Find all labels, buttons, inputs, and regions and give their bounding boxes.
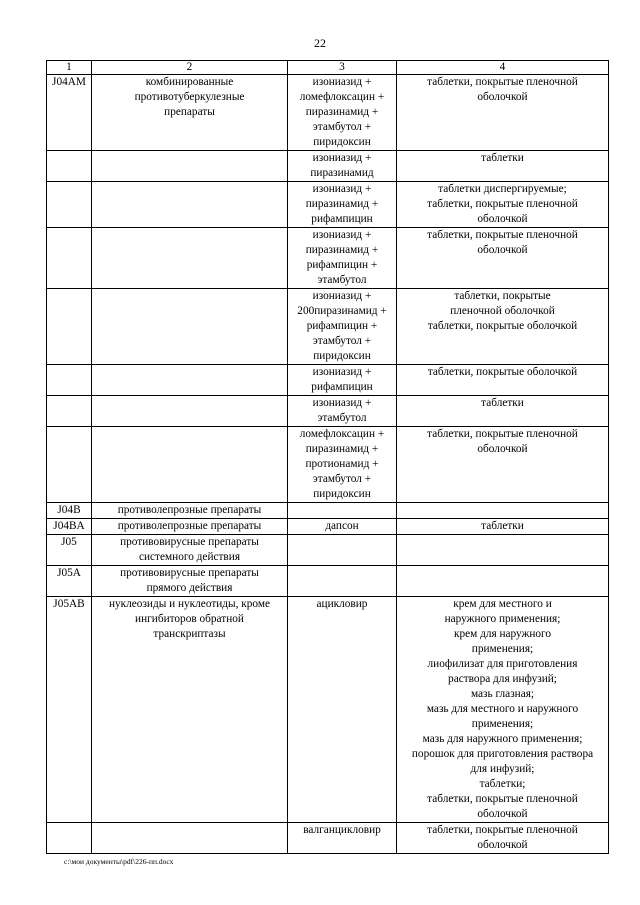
- cell-line: препараты: [164, 106, 215, 118]
- group-name-cell: [92, 75, 288, 151]
- cell-line: таблетки: [481, 152, 524, 164]
- cell-line: таблетки, покрытые: [454, 290, 551, 302]
- drug-name-cell: [288, 503, 397, 519]
- cell-line: этамбутол: [317, 274, 367, 286]
- table-row: [47, 228, 609, 289]
- cell-line: применения;: [471, 718, 534, 730]
- drug-name-cell: [288, 75, 397, 151]
- group-name-cell: [92, 396, 288, 427]
- cell-line: таблетки, покрытые оболочкой: [427, 366, 578, 378]
- table-row: [47, 75, 609, 151]
- cell-line: противолепрозные препараты: [117, 520, 262, 532]
- dosage-form-cell: [397, 289, 609, 365]
- cell-line: этамбутол: [317, 412, 367, 424]
- atc-code-cell: [47, 289, 92, 365]
- cell-line: прямого действия: [146, 582, 233, 594]
- table-row: [47, 182, 609, 228]
- atc-code-cell: [47, 182, 92, 228]
- drug-name-cell: [288, 427, 397, 503]
- cell-line: крем для наружного: [453, 628, 552, 640]
- cell-line: таблетки;: [479, 778, 526, 790]
- atc-code-cell: J05AB: [47, 597, 92, 823]
- cell-line: таблетки, покрытые пленочной: [427, 198, 578, 210]
- atc-code-cell: J04B: [47, 503, 92, 519]
- dosage-form-cell: [397, 566, 609, 597]
- cell-line: мазь для наружного применения;: [422, 733, 583, 745]
- cell-line: раствора для инфузий;: [448, 673, 557, 685]
- dosage-form-cell: [397, 519, 609, 535]
- column-header: 4: [397, 61, 609, 75]
- cell-line: противотуберкулезные: [134, 91, 245, 103]
- group-name-cell: [92, 566, 288, 597]
- file-path-footer: c:\мои документы\pdf\226-пп.docx: [64, 857, 174, 866]
- cell-line: таблетки, покрытые пленочной: [427, 793, 578, 805]
- cell-line: нуклеозиды и нуклеотиды, кроме: [108, 598, 271, 610]
- dosage-form-cell: [397, 228, 609, 289]
- cell-line: ломефлоксацин +: [299, 428, 385, 440]
- cell-line: применения;: [471, 643, 534, 655]
- cell-line: таблетки, покрытые пленочной: [427, 229, 578, 241]
- cell-line: противовирусные препараты: [120, 536, 259, 548]
- drug-name-cell: [288, 365, 397, 396]
- group-name-cell: [92, 597, 288, 823]
- group-name-cell: [92, 182, 288, 228]
- group-name-cell: [92, 427, 288, 503]
- atc-code-cell: [47, 823, 92, 854]
- column-header: 1: [47, 61, 92, 75]
- cell-line: изониазид +: [312, 290, 372, 302]
- cell-line: рифампицин +: [306, 259, 378, 271]
- drug-name-cell: [288, 396, 397, 427]
- cell-line: пиразинамид +: [305, 106, 379, 118]
- cell-line: 200пиразинамид +: [297, 305, 387, 317]
- cell-line: этамбутол +: [312, 335, 372, 347]
- cell-line: валганцикловир: [303, 824, 381, 836]
- table-row: [47, 427, 609, 503]
- dosage-form-cell: [397, 365, 609, 396]
- atc-code-cell: J05A: [47, 566, 92, 597]
- table-row: [47, 535, 609, 566]
- cell-line: ломефлоксацин +: [299, 91, 385, 103]
- cell-line: пиридоксин: [313, 488, 371, 500]
- cell-line: мазь глазная;: [470, 688, 535, 700]
- cell-line: порошок для приготовления раствора: [411, 748, 594, 760]
- cell-line: противолепрозные препараты: [117, 504, 262, 516]
- cell-line: оболочкой: [477, 839, 528, 851]
- column-header: 3: [288, 61, 397, 75]
- table-row: [47, 503, 609, 519]
- cell-line: таблетки, покрытые пленочной: [427, 428, 578, 440]
- cell-line: изониазид +: [312, 76, 372, 88]
- group-name-cell: [92, 519, 288, 535]
- dosage-form-cell: [397, 503, 609, 519]
- drug-name-cell: [288, 823, 397, 854]
- cell-line: таблетки, покрытые пленочной: [427, 76, 578, 88]
- cell-line: таблетки, покрытые оболочкой: [427, 320, 578, 332]
- cell-line: крем для местного и: [453, 598, 552, 610]
- table-row: [47, 151, 609, 182]
- page-number: 22: [314, 36, 326, 50]
- cell-line: мазь для местного и наружного: [426, 703, 579, 715]
- cell-line: протионамид +: [305, 458, 379, 470]
- table-row: [47, 519, 609, 535]
- cell-line: изониазид +: [312, 366, 372, 378]
- drug-name-cell: [288, 151, 397, 182]
- cell-line: рифампицин +: [306, 320, 378, 332]
- atc-code-cell: [47, 427, 92, 503]
- cell-line: таблетки диспергируемые;: [438, 183, 567, 195]
- cell-line: пиразинамид: [310, 167, 374, 179]
- cell-line: таблетки, покрытые пленочной: [427, 824, 578, 836]
- cell-line: оболочкой: [477, 244, 528, 256]
- cell-line: таблетки: [481, 397, 524, 409]
- cell-line: пиридоксин: [313, 350, 371, 362]
- group-name-cell: [92, 289, 288, 365]
- cell-line: ацикловир: [316, 598, 368, 610]
- atc-code-cell: J04AM: [47, 75, 92, 151]
- cell-line: пленочной оболочкой: [450, 305, 555, 317]
- cell-line: этамбутол +: [312, 121, 372, 133]
- cell-line: изониазид +: [312, 152, 372, 164]
- cell-line: рифампицин: [311, 213, 373, 225]
- drug-name-cell: [288, 535, 397, 566]
- group-name-cell: [92, 151, 288, 182]
- drug-name-cell: [288, 228, 397, 289]
- group-name-cell: [92, 503, 288, 519]
- drug-name-cell: [288, 519, 397, 535]
- cell-line: пиридоксин: [313, 136, 371, 148]
- dosage-form-cell: [397, 535, 609, 566]
- atc-code-cell: J05: [47, 535, 92, 566]
- cell-line: оболочкой: [477, 91, 528, 103]
- dosage-form-cell: [397, 182, 609, 228]
- drug-name-cell: [288, 597, 397, 823]
- cell-line: лиофилизат для приготовления: [427, 658, 578, 670]
- atc-code-cell: [47, 365, 92, 396]
- dosage-form-cell: [397, 427, 609, 503]
- cell-line: пиразинамид +: [305, 443, 379, 455]
- table-row: [47, 823, 609, 854]
- cell-line: изониазид +: [312, 229, 372, 241]
- group-name-cell: [92, 228, 288, 289]
- group-name-cell: [92, 823, 288, 854]
- cell-line: оболочкой: [477, 443, 528, 455]
- cell-line: ингибиторов обратной: [135, 613, 244, 625]
- atc-code-cell: [47, 228, 92, 289]
- dosage-form-cell: [397, 75, 609, 151]
- cell-line: комбинированные: [145, 76, 234, 88]
- cell-line: изониазид +: [312, 183, 372, 195]
- cell-line: дапсон: [325, 520, 359, 532]
- cell-line: для инфузий;: [470, 763, 535, 775]
- cell-line: пиразинамид +: [305, 244, 379, 256]
- dosage-form-cell: [397, 151, 609, 182]
- cell-line: системного действия: [138, 551, 241, 563]
- drug-name-cell: [288, 182, 397, 228]
- cell-line: изониазид +: [312, 397, 372, 409]
- table-row: [47, 365, 609, 396]
- table-header-row: [47, 61, 609, 75]
- group-name-cell: [92, 535, 288, 566]
- dosage-form-cell: [397, 396, 609, 427]
- atc-code-cell: [47, 396, 92, 427]
- table-row: [47, 597, 609, 823]
- cell-line: таблетки: [481, 520, 524, 532]
- table-row: [47, 566, 609, 597]
- atc-code-cell: J04BA: [47, 519, 92, 535]
- table-row: [47, 289, 609, 365]
- dosage-form-cell: [397, 597, 609, 823]
- drug-table: [46, 60, 609, 854]
- dosage-form-cell: [397, 823, 609, 854]
- cell-line: транскриптазы: [153, 628, 226, 640]
- cell-line: пиразинамид +: [305, 198, 379, 210]
- column-header: 2: [92, 61, 288, 75]
- table-row: [47, 396, 609, 427]
- drug-name-cell: [288, 566, 397, 597]
- cell-line: оболочкой: [477, 808, 528, 820]
- cell-line: оболочкой: [477, 213, 528, 225]
- atc-code-cell: [47, 151, 92, 182]
- cell-line: наружного применения;: [444, 613, 561, 625]
- group-name-cell: [92, 365, 288, 396]
- drug-name-cell: [288, 289, 397, 365]
- cell-line: рифампицин: [311, 381, 373, 393]
- cell-line: противовирусные препараты: [120, 567, 259, 579]
- cell-line: этамбутол +: [312, 473, 372, 485]
